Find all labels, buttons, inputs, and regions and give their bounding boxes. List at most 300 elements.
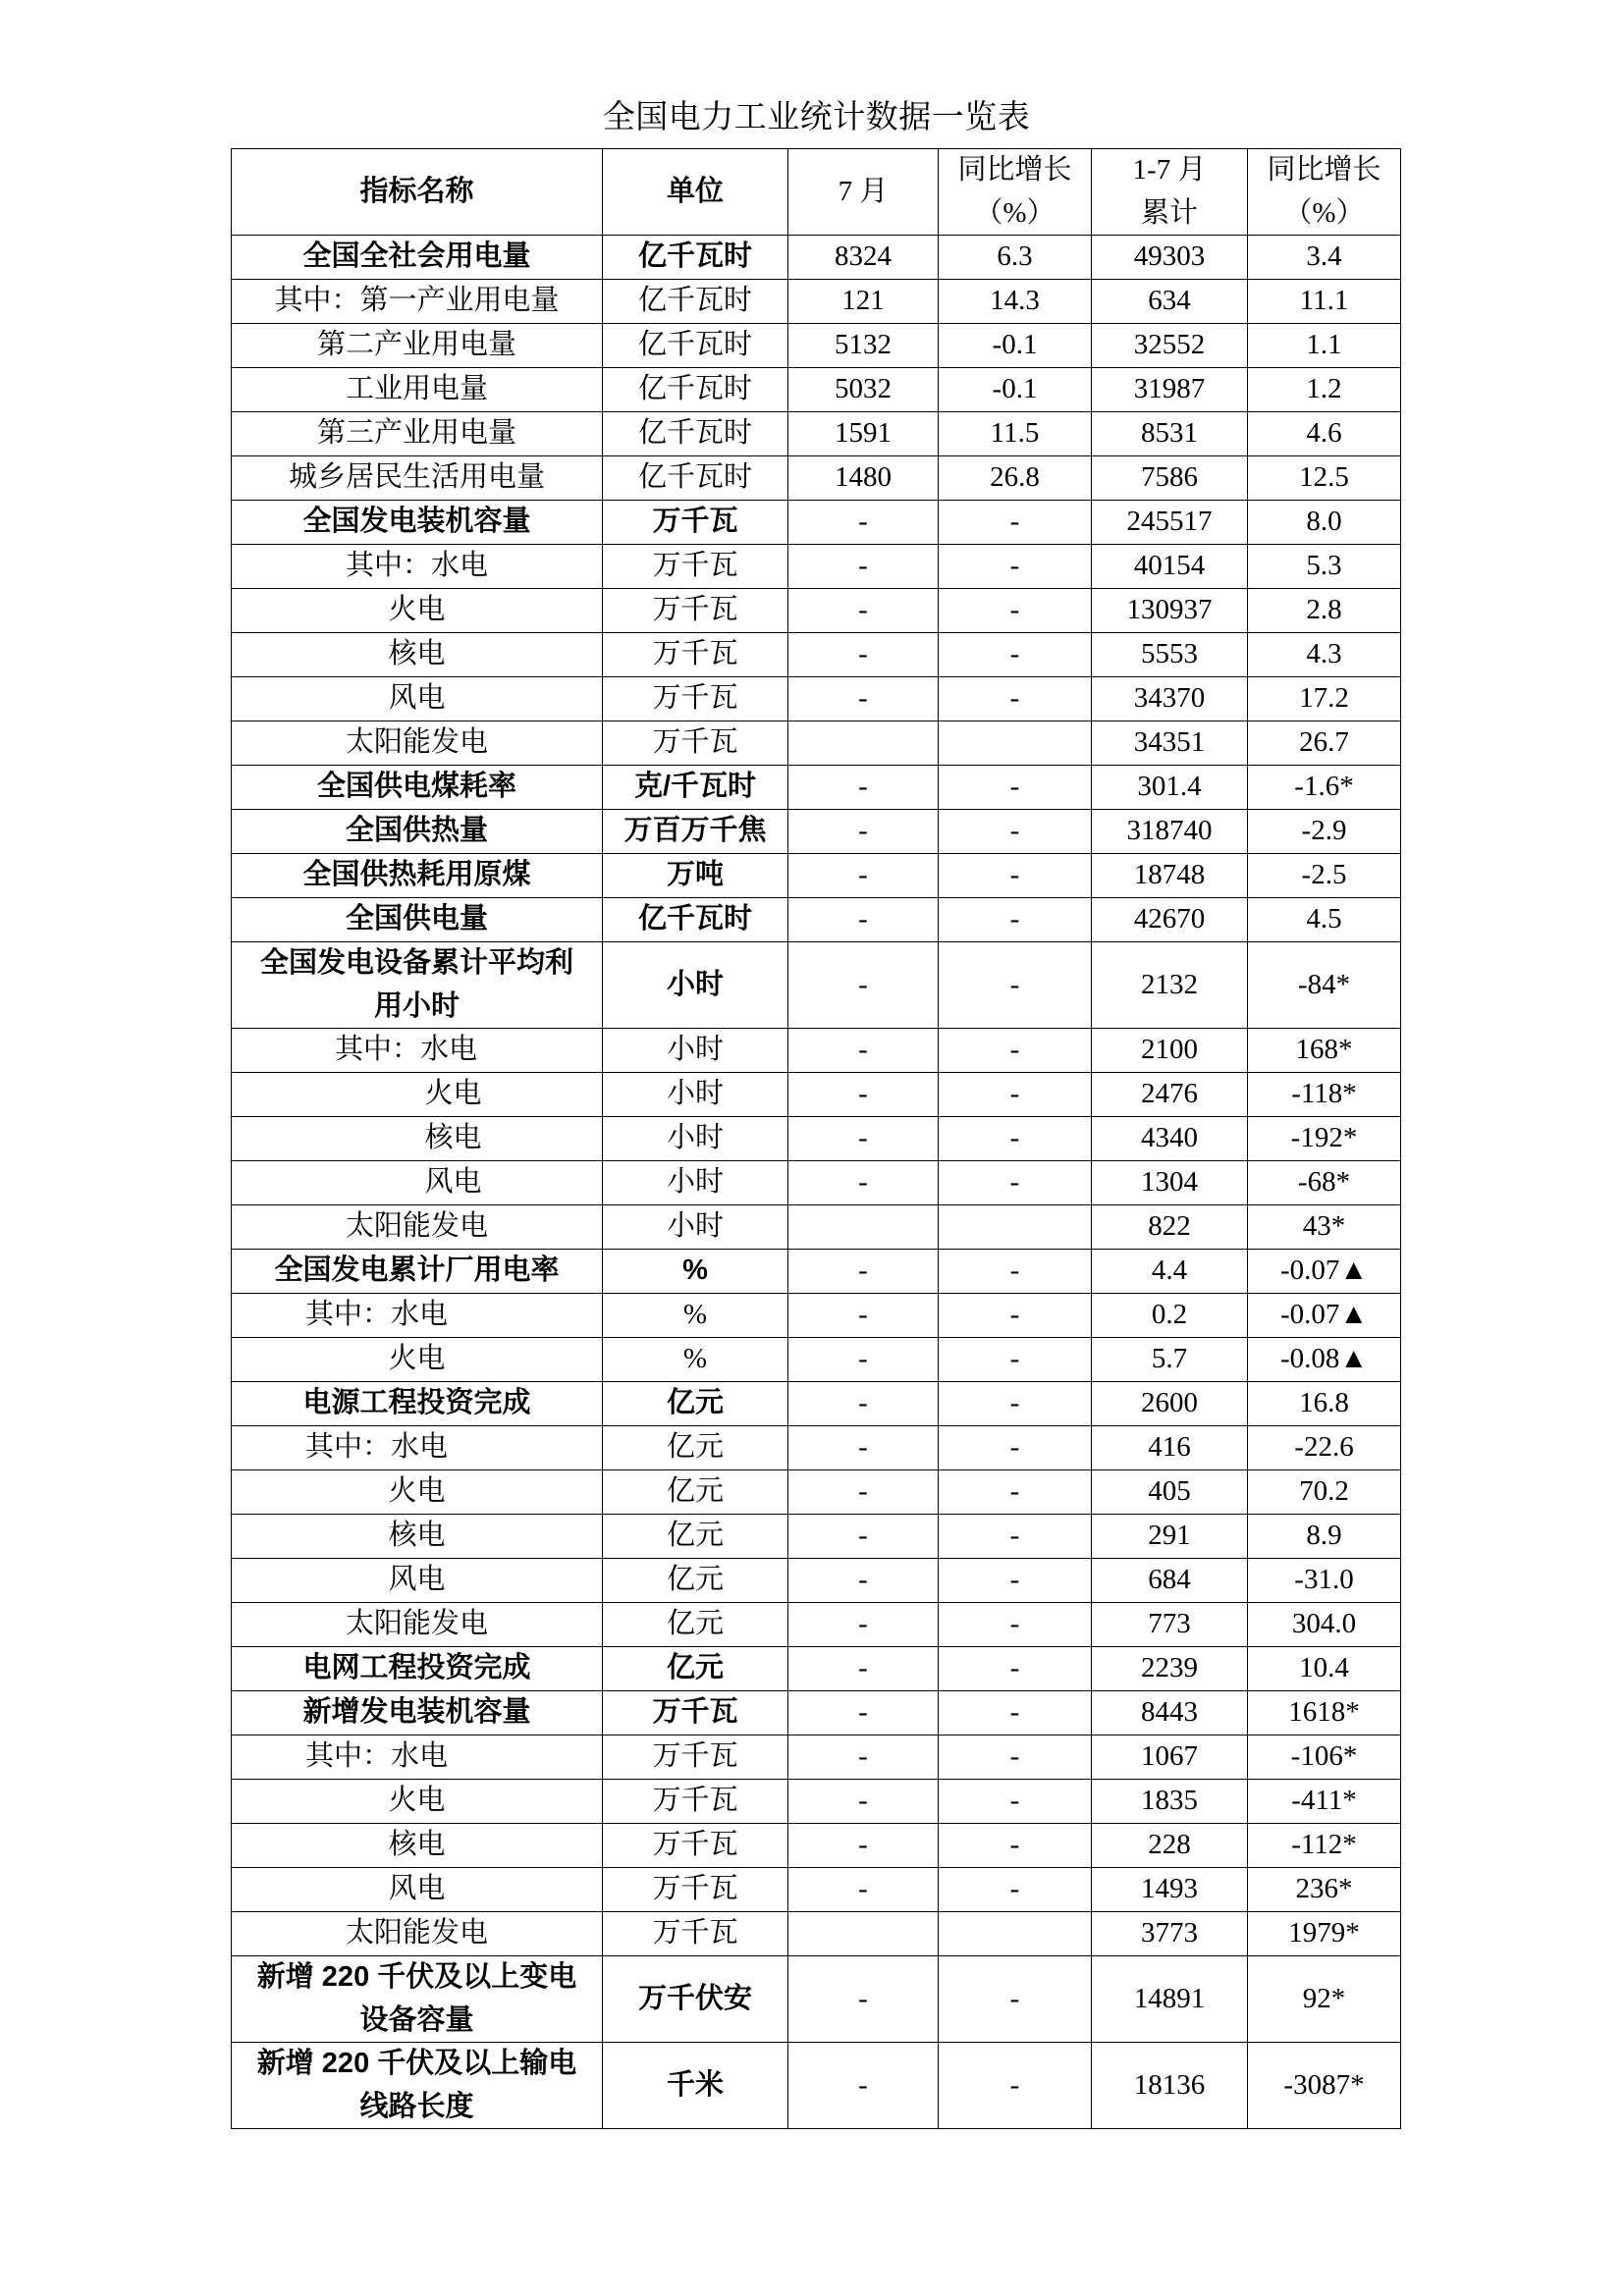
- unit-text: %: [682, 1299, 708, 1331]
- ytd-yoy-cell: [1248, 280, 1401, 324]
- july-value-text: -: [858, 1608, 868, 1640]
- unit-text: 亿元: [666, 1608, 724, 1640]
- indicator-name-text: 太阳能发电: [345, 1917, 488, 1949]
- ytd-yoy-cell: [1248, 1603, 1401, 1647]
- ytd-value-cell: [1092, 412, 1248, 456]
- july-yoy-cell: [939, 942, 1092, 1029]
- july-yoy-cell: [939, 1824, 1092, 1868]
- table-header-row: [232, 149, 1401, 236]
- sub-indicator-row: [232, 1868, 1401, 1912]
- ytd-yoy-cell: [1248, 1250, 1401, 1294]
- ytd-value-text: 1304: [1141, 1166, 1198, 1199]
- ytd-yoy-text: -2.5: [1301, 859, 1347, 891]
- ytd-yoy-cell: [1248, 898, 1401, 942]
- sub-indicator-row: [232, 1912, 1401, 1956]
- ytd-yoy-cell: [1248, 1338, 1401, 1382]
- indicator-name-text: 太阳能发电: [345, 1210, 488, 1243]
- unit-cell: [603, 1117, 788, 1161]
- july-yoy-cell: [939, 766, 1092, 810]
- ytd-yoy-text: -68*: [1297, 1166, 1351, 1199]
- july-value-cell: [788, 501, 939, 545]
- july-value-text: -: [858, 1475, 868, 1508]
- july-value-text: -: [858, 1785, 868, 1817]
- ytd-yoy-cell: [1248, 1691, 1401, 1735]
- column-header-july-yoy-line-2: （%）: [974, 196, 1056, 229]
- ytd-yoy-text: 17.2: [1299, 682, 1349, 715]
- july-value-cell: [788, 1117, 939, 1161]
- july-value-cell: [788, 1956, 939, 2043]
- july-yoy-text: -: [1009, 1785, 1020, 1817]
- column-header-july-yoy-line-1: 同比增长: [957, 154, 1072, 186]
- ytd-yoy-cell: [1248, 854, 1401, 898]
- sub-indicator-row: [232, 368, 1401, 412]
- july-value-text: -: [858, 594, 868, 626]
- unit-text: 亿千瓦时: [637, 373, 752, 405]
- indicator-name-cell: [232, 1647, 603, 1691]
- july-value-cell: [788, 1161, 939, 1205]
- sub-indicator-row: [232, 412, 1401, 456]
- ytd-value-cell: [1092, 1559, 1248, 1603]
- ytd-yoy-text: 43*: [1302, 1210, 1346, 1243]
- ytd-value-cell: [1092, 721, 1248, 766]
- july-yoy-cell: [939, 810, 1092, 854]
- ytd-value-text: 14891: [1133, 1982, 1206, 2014]
- ytd-value-cell: [1092, 1294, 1248, 1338]
- july-yoy-cell: [939, 1691, 1092, 1735]
- ytd-value-text: 8531: [1141, 417, 1198, 450]
- ytd-yoy-cell: [1248, 1073, 1401, 1117]
- july-value-text: -: [858, 1343, 868, 1375]
- indicator-name-cell: [232, 1161, 603, 1205]
- unit-text: 亿元: [666, 1475, 724, 1508]
- sub-indicator-row: [232, 280, 1401, 324]
- unit-text: 小时: [666, 1210, 724, 1243]
- unit-cell: [603, 1161, 788, 1205]
- ytd-value-text: 318740: [1126, 815, 1213, 847]
- unit-text: %: [682, 1343, 708, 1375]
- column-header-ytd-line-2: 累计: [1140, 196, 1198, 229]
- unit-text: 小时: [666, 968, 724, 1000]
- indicator-name-cell: [232, 456, 603, 501]
- ytd-value-text: 32552: [1133, 329, 1206, 361]
- ytd-value-cell: [1092, 368, 1248, 412]
- unit-text: 万千瓦: [652, 1785, 738, 1817]
- ytd-value-cell: [1092, 1338, 1248, 1382]
- july-yoy-text: -: [1009, 1608, 1020, 1640]
- july-yoy-cell: [939, 1559, 1092, 1603]
- sub-indicator-row: [232, 1205, 1401, 1250]
- indicator-name-text: 全国发电累计厂用电率: [274, 1255, 560, 1287]
- unit-cell: [603, 236, 788, 280]
- indicator-name-cell: [232, 1294, 603, 1338]
- july-yoy-cell: [939, 545, 1092, 589]
- ytd-value-cell: [1092, 1073, 1248, 1117]
- indicator-name-text: 全国供电煤耗率: [316, 771, 516, 803]
- july-yoy-text: -: [1009, 1564, 1020, 1596]
- july-value-cell: [788, 1912, 939, 1956]
- ytd-yoy-text: -0.07▲: [1279, 1255, 1369, 1287]
- july-value-cell: [788, 1868, 939, 1912]
- july-value-cell: [788, 1559, 939, 1603]
- ytd-yoy-cell: [1248, 456, 1401, 501]
- unit-cell: [603, 677, 788, 721]
- unit-cell: [603, 1426, 788, 1470]
- july-value-cell: [788, 1250, 939, 1294]
- july-yoy-cell: [939, 456, 1092, 501]
- indicator-name-text: 其中：水电: [304, 1740, 448, 1773]
- july-yoy-cell: [939, 2043, 1092, 2129]
- ytd-yoy-text: 1979*: [1288, 1917, 1360, 1949]
- indicator-name-text: 电网工程投资完成: [302, 1652, 531, 1684]
- ytd-value-cell: [1092, 1956, 1248, 2043]
- indicator-name-cell: [232, 1382, 603, 1426]
- unit-cell: [603, 1956, 788, 2043]
- indicator-row: [232, 810, 1401, 854]
- ytd-yoy-text: 304.0: [1291, 1608, 1357, 1640]
- ytd-value-text: 40154: [1133, 550, 1206, 582]
- indicator-row: [232, 1250, 1401, 1294]
- unit-cell: [603, 1470, 788, 1515]
- ytd-value-text: 822: [1148, 1210, 1191, 1243]
- july-value-text: -: [858, 1740, 868, 1773]
- july-yoy-cell: [939, 368, 1092, 412]
- ytd-value-text: 1835: [1141, 1785, 1198, 1817]
- unit-text: 小时: [666, 1122, 724, 1154]
- ytd-yoy-cell: [1248, 1470, 1401, 1515]
- july-value-text: -: [858, 638, 868, 670]
- july-yoy-text: 6.3: [997, 240, 1033, 273]
- july-value-text: -: [858, 1166, 868, 1199]
- unit-cell: [603, 368, 788, 412]
- unit-cell: [603, 766, 788, 810]
- ytd-yoy-text: 236*: [1295, 1873, 1353, 1905]
- unit-text: 万千瓦: [652, 506, 738, 538]
- unit-cell: [603, 1338, 788, 1382]
- unit-cell: [603, 456, 788, 501]
- ytd-value-cell: [1092, 589, 1248, 633]
- ytd-value-text: 34351: [1133, 726, 1206, 759]
- indicator-name-cell: [232, 1780, 603, 1824]
- july-yoy-text: -: [1009, 859, 1020, 891]
- unit-text: 万吨: [666, 859, 724, 891]
- july-value-text: -: [858, 506, 868, 538]
- ytd-value-text: 2239: [1141, 1652, 1198, 1684]
- july-value-text: -: [858, 968, 868, 1000]
- july-yoy-text: -0.1: [992, 329, 1038, 361]
- july-value-text: -: [858, 550, 868, 582]
- july-value-cell: [788, 1205, 939, 1250]
- indicator-name-text: 其中：水电: [345, 550, 488, 582]
- july-yoy-cell: [939, 412, 1092, 456]
- july-value-cell: [788, 1824, 939, 1868]
- ytd-yoy-cell: [1248, 1824, 1401, 1868]
- sub-indicator-row: [232, 1735, 1401, 1780]
- ytd-value-text: 405: [1148, 1475, 1191, 1508]
- indicator-name-text: 全国全社会用电量: [302, 240, 531, 273]
- indicator-name-cell: [232, 854, 603, 898]
- ytd-yoy-cell: [1248, 810, 1401, 854]
- indicator-row: [232, 501, 1401, 545]
- july-value-text: -: [858, 1122, 868, 1154]
- july-value-cell: [788, 1603, 939, 1647]
- indicator-name-cell: [232, 1205, 603, 1250]
- ytd-value-text: 291: [1148, 1520, 1191, 1552]
- indicator-name-cell: [232, 1868, 603, 1912]
- indicator-name-cell: [232, 1250, 603, 1294]
- indicator-name-cell: [232, 236, 603, 280]
- indicator-row: [232, 898, 1401, 942]
- ytd-yoy-cell: [1248, 1559, 1401, 1603]
- july-value-cell: [788, 324, 939, 368]
- july-value-cell: [788, 1780, 939, 1824]
- july-value-cell: [788, 633, 939, 677]
- column-header-indicator-label: 指标名称: [359, 175, 474, 207]
- indicator-name-text: 火电: [388, 1343, 446, 1375]
- july-value-text: -: [858, 1829, 868, 1861]
- unit-text: 亿千瓦时: [637, 903, 752, 935]
- column-header-july-yoy: [939, 149, 1092, 236]
- ytd-yoy-text: 4.3: [1306, 638, 1342, 670]
- indicator-row: [232, 942, 1401, 1029]
- column-header-ytd-yoy-line-1: 同比增长: [1267, 154, 1381, 186]
- unit-text: 亿元: [666, 1431, 724, 1464]
- ytd-value-cell: [1092, 1515, 1248, 1559]
- ytd-yoy-text: -2.9: [1301, 815, 1347, 847]
- july-yoy-cell: [939, 1338, 1092, 1382]
- unit-cell: [603, 501, 788, 545]
- july-yoy-text: -: [1009, 638, 1020, 670]
- ytd-yoy-text: -411*: [1291, 1785, 1357, 1817]
- july-yoy-text: -: [1009, 968, 1020, 1000]
- indicator-name-cell: [232, 589, 603, 633]
- indicator-name-cell: [232, 1559, 603, 1603]
- ytd-value-cell: [1092, 1470, 1248, 1515]
- ytd-yoy-text: -84*: [1297, 968, 1351, 1000]
- indicator-name-cell: [232, 501, 603, 545]
- july-value-text: -: [858, 1564, 868, 1596]
- july-yoy-text: -: [1009, 903, 1020, 935]
- ytd-yoy-cell: [1248, 1029, 1401, 1073]
- unit-cell: [603, 854, 788, 898]
- july-yoy-cell: [939, 1029, 1092, 1073]
- july-yoy-cell: [939, 1735, 1092, 1780]
- indicator-name-cell: [232, 1470, 603, 1515]
- july-yoy-cell: [939, 633, 1092, 677]
- ytd-yoy-text: 16.8: [1299, 1387, 1349, 1419]
- ytd-yoy-cell: [1248, 545, 1401, 589]
- ytd-yoy-cell: [1248, 412, 1401, 456]
- july-yoy-text: -0.1: [992, 373, 1038, 405]
- sub-indicator-row: [232, 1338, 1401, 1382]
- july-value-text: 5132: [835, 329, 892, 361]
- indicator-name-text: 其中：第一产业用电量: [274, 285, 560, 317]
- ytd-yoy-cell: [1248, 1647, 1401, 1691]
- ytd-yoy-text: 11.1: [1299, 285, 1349, 317]
- indicator-name-text: 核电: [388, 638, 446, 670]
- ytd-value-text: 1067: [1141, 1740, 1198, 1773]
- table-body: [232, 236, 1401, 2129]
- indicator-name-text: 风电: [388, 1873, 446, 1905]
- indicator-name-text: 火电: [388, 594, 446, 626]
- july-value-cell: [788, 2043, 939, 2129]
- july-value-cell: [788, 456, 939, 501]
- sub-indicator-row: [232, 633, 1401, 677]
- ytd-value-cell: [1092, 854, 1248, 898]
- ytd-value-cell: [1092, 942, 1248, 1029]
- indicator-name-cell: [232, 280, 603, 324]
- indicator-name-cell: [232, 1426, 603, 1470]
- column-header-unit-label: 单位: [666, 175, 724, 207]
- ytd-yoy-text: -31.0: [1294, 1564, 1354, 1596]
- july-yoy-text: -: [1009, 1078, 1020, 1110]
- indicator-name-text: 火电: [388, 1785, 446, 1817]
- unit-cell: [603, 1735, 788, 1780]
- unit-cell: [603, 1382, 788, 1426]
- ytd-value-text: 49303: [1133, 240, 1206, 273]
- unit-cell: [603, 2043, 788, 2129]
- ytd-value-cell: [1092, 501, 1248, 545]
- july-value-cell: [788, 1294, 939, 1338]
- indicator-name-cell: [232, 721, 603, 766]
- ytd-yoy-cell: [1248, 721, 1401, 766]
- july-yoy-cell: [939, 1161, 1092, 1205]
- ytd-yoy-text: 1.1: [1306, 329, 1342, 361]
- ytd-yoy-cell: [1248, 1515, 1401, 1559]
- ytd-value-text: 2132: [1141, 968, 1198, 1000]
- july-yoy-cell: [939, 1470, 1092, 1515]
- july-yoy-text: -: [1009, 1873, 1020, 1905]
- sub-indicator-row: [232, 589, 1401, 633]
- column-header-july-label: 7 月: [838, 175, 889, 207]
- indicator-row: [232, 854, 1401, 898]
- july-yoy-cell: [939, 1382, 1092, 1426]
- sub-indicator-row: [232, 1161, 1401, 1205]
- ytd-yoy-cell: [1248, 1956, 1401, 2043]
- ytd-value-text: 2100: [1141, 1034, 1198, 1066]
- unit-cell: [603, 633, 788, 677]
- indicator-name-text: 新增 220 千伏及以上变电设备容量: [256, 1961, 577, 2036]
- unit-cell: [603, 280, 788, 324]
- july-yoy-cell: [939, 1912, 1092, 1956]
- indicator-name-text: 风电: [388, 1564, 446, 1596]
- july-yoy-cell: [939, 1647, 1092, 1691]
- unit-cell: [603, 1824, 788, 1868]
- july-yoy-text: -: [1009, 1387, 1020, 1419]
- ytd-value-cell: [1092, 1780, 1248, 1824]
- unit-text: 万千瓦: [652, 550, 738, 582]
- july-yoy-text: 11.5: [990, 417, 1040, 450]
- july-yoy-text: -: [1009, 1475, 1020, 1508]
- ytd-value-text: 684: [1148, 1564, 1191, 1596]
- july-yoy-text: -: [1009, 594, 1020, 626]
- indicator-name-text: 风电: [388, 682, 446, 715]
- ytd-yoy-cell: [1248, 1382, 1401, 1426]
- indicator-name-cell: [232, 1956, 603, 2043]
- indicator-name-cell: [232, 324, 603, 368]
- ytd-value-cell: [1092, 324, 1248, 368]
- ytd-yoy-cell: [1248, 1205, 1401, 1250]
- ytd-value-text: 5.7: [1151, 1343, 1188, 1375]
- ytd-value-cell: [1092, 898, 1248, 942]
- ytd-value-text: 301.4: [1137, 771, 1202, 803]
- july-yoy-text: -: [1009, 1166, 1020, 1199]
- unit-text: 万千瓦: [652, 1873, 738, 1905]
- july-value-text: 1480: [835, 461, 892, 494]
- july-yoy-text: -: [1009, 771, 1020, 803]
- sub-indicator-row: [232, 1780, 1401, 1824]
- july-value-text: -: [858, 771, 868, 803]
- unit-cell: [603, 898, 788, 942]
- july-yoy-text: -: [1009, 2068, 1020, 2101]
- indicator-name-cell: [232, 898, 603, 942]
- indicator-name-text: 全国发电装机容量: [302, 506, 531, 538]
- indicator-name-cell: [232, 1073, 603, 1117]
- ytd-yoy-text: -112*: [1291, 1829, 1357, 1861]
- indicator-name-text: 核电: [388, 1829, 446, 1861]
- july-yoy-text: -: [1009, 550, 1020, 582]
- july-yoy-cell: [939, 236, 1092, 280]
- ytd-value-cell: [1092, 1603, 1248, 1647]
- ytd-value-cell: [1092, 1117, 1248, 1161]
- july-value-cell: [788, 1647, 939, 1691]
- unit-text: 千米: [666, 2068, 724, 2101]
- july-value-cell: [788, 1073, 939, 1117]
- ytd-yoy-cell: [1248, 766, 1401, 810]
- unit-cell: [603, 942, 788, 1029]
- ytd-value-text: 18136: [1133, 2068, 1206, 2101]
- sub-indicator-row: [232, 1294, 1401, 1338]
- july-yoy-cell: [939, 677, 1092, 721]
- indicator-name-cell: [232, 1691, 603, 1735]
- indicator-name-text: 核电: [388, 1520, 446, 1552]
- july-yoy-text: -: [1009, 815, 1020, 847]
- july-yoy-text: -: [1009, 1829, 1020, 1861]
- july-value-cell: [788, 1338, 939, 1382]
- unit-text: 亿元: [666, 1387, 724, 1419]
- ytd-yoy-text: -0.08▲: [1279, 1343, 1369, 1375]
- indicator-name-cell: [232, 412, 603, 456]
- ytd-yoy-text: -106*: [1290, 1740, 1358, 1773]
- indicator-name-cell: [232, 545, 603, 589]
- ytd-yoy-cell: [1248, 1294, 1401, 1338]
- ytd-yoy-cell: [1248, 1161, 1401, 1205]
- july-yoy-cell: [939, 1117, 1092, 1161]
- indicator-name-text: 其中：水电: [304, 1299, 448, 1331]
- indicator-row: [232, 2043, 1401, 2129]
- indicator-name-text: 太阳能发电: [345, 726, 488, 759]
- ytd-yoy-cell: [1248, 1735, 1401, 1780]
- july-yoy-text: -: [1009, 1520, 1020, 1552]
- unit-text: 亿元: [666, 1520, 724, 1552]
- indicator-name-text: 火电: [388, 1475, 446, 1508]
- ytd-value-text: 1493: [1141, 1873, 1198, 1905]
- july-value-text: -: [858, 1652, 868, 1684]
- unit-text: 亿元: [666, 1564, 724, 1596]
- ytd-value-cell: [1092, 1382, 1248, 1426]
- ytd-yoy-cell: [1248, 1912, 1401, 1956]
- unit-cell: [603, 412, 788, 456]
- ytd-yoy-text: 26.7: [1299, 726, 1349, 759]
- july-yoy-text: 26.8: [990, 461, 1040, 494]
- ytd-value-text: 18748: [1133, 859, 1206, 891]
- ytd-yoy-text: -0.07▲: [1279, 1299, 1369, 1331]
- ytd-value-text: 634: [1148, 285, 1191, 317]
- indicator-name-text: 第二产业用电量: [316, 329, 516, 361]
- july-value-cell: [788, 854, 939, 898]
- indicator-row: [232, 1647, 1401, 1691]
- july-value-text: 8324: [835, 240, 892, 273]
- july-yoy-cell: [939, 721, 1092, 766]
